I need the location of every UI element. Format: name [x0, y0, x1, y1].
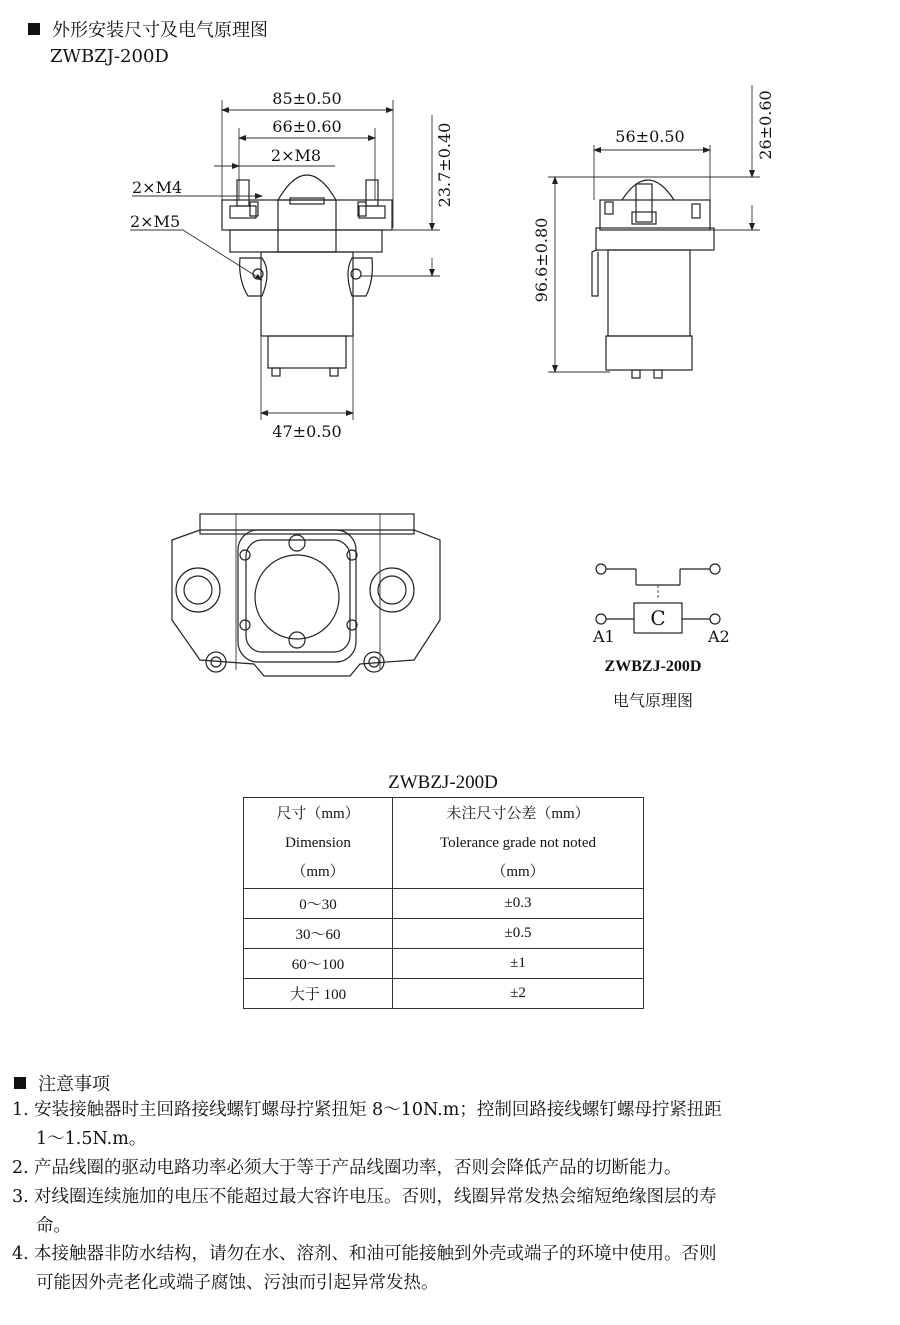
dim-m4: 2×M4	[132, 178, 183, 197]
dim-47: 47±0.50	[272, 422, 342, 441]
tolerance-cell: ±2	[393, 979, 644, 1009]
note-item: 3. 对线圈连续施加的电压不能超过最大容许电压。否则，线圈异常发热会缩短绝缘图层的寿 命。	[12, 1187, 717, 1236]
range-cell: 60～100	[244, 949, 393, 979]
dim-56: 56±0.50	[615, 127, 685, 146]
note-item: 1. 安装接触器时主回路接线螺钉螺母拧紧扭矩 8～10N.m；控制回路接线螺钉螺母拧紧扭距 1～1.5N.m。	[12, 1100, 722, 1149]
main-contact-left-terminal-icon	[596, 564, 606, 574]
bullet-square-icon	[14, 1077, 26, 1089]
tolerance-table	[243, 797, 644, 1009]
main-contact-right-terminal-icon	[710, 564, 720, 574]
table-row	[244, 919, 644, 949]
terminal-a2: A2	[708, 627, 730, 646]
dim-96-6: 96.6±0.80	[532, 217, 551, 303]
front-view	[130, 89, 454, 441]
coil-label: C	[650, 606, 666, 630]
table-row	[244, 949, 644, 979]
table-header-row	[244, 798, 644, 889]
dim-23-7: 23.7±0.40	[435, 122, 454, 208]
top-view	[172, 514, 440, 676]
tolerance-cell: ±1	[393, 949, 644, 979]
terminal-a1: A1	[593, 627, 615, 646]
note-item: 2. 产品线圈的驱动电路功率必须大于等于产品线圈功率，否则会降低产品的切断能力。	[12, 1158, 682, 1178]
table-row	[244, 889, 644, 919]
table-row	[244, 979, 644, 1009]
notes-title: 注意事项	[38, 1074, 110, 1095]
side-view	[532, 85, 775, 378]
circuit-model: ZWBZJ-200D	[604, 658, 702, 675]
dim-26: 26±0.60	[756, 90, 775, 160]
notes-header	[14, 1070, 110, 1096]
range-cell: 30～60	[244, 919, 393, 949]
table-title: ZWBZJ-200D	[388, 772, 498, 793]
range-cell: 0～30	[244, 889, 393, 919]
dim-m5: 2×M5	[130, 212, 181, 231]
model-name: ZWBZJ-200D	[50, 46, 169, 67]
header-tolerance: 未注尺寸公差（mm） Tolerance grade not noted （mm）	[393, 798, 644, 889]
dim-m8: 2×M8	[270, 146, 322, 165]
range-cell: 大于 100	[244, 979, 393, 1009]
tolerance-cell: ±0.3	[393, 889, 644, 919]
header-dimension: 尺寸（mm） Dimension （mm）	[244, 798, 393, 889]
note-item: 4. 本接触器非防水结构，请勿在水、溶剂、和油可能接触到外壳或端子的环境中使用。否则 可能因外壳老化或端子腐蚀、污浊而引起异常发热。	[12, 1244, 717, 1293]
circuit-subtitle: 电气原理图	[612, 691, 693, 710]
dim-66: 66±0.60	[272, 117, 342, 136]
tolerance-cell: ±0.5	[393, 919, 644, 949]
dim-85: 85±0.50	[272, 89, 342, 108]
section-title: 外形安装尺寸及电气原理图	[52, 20, 268, 41]
circuit-schematic	[592, 564, 730, 646]
